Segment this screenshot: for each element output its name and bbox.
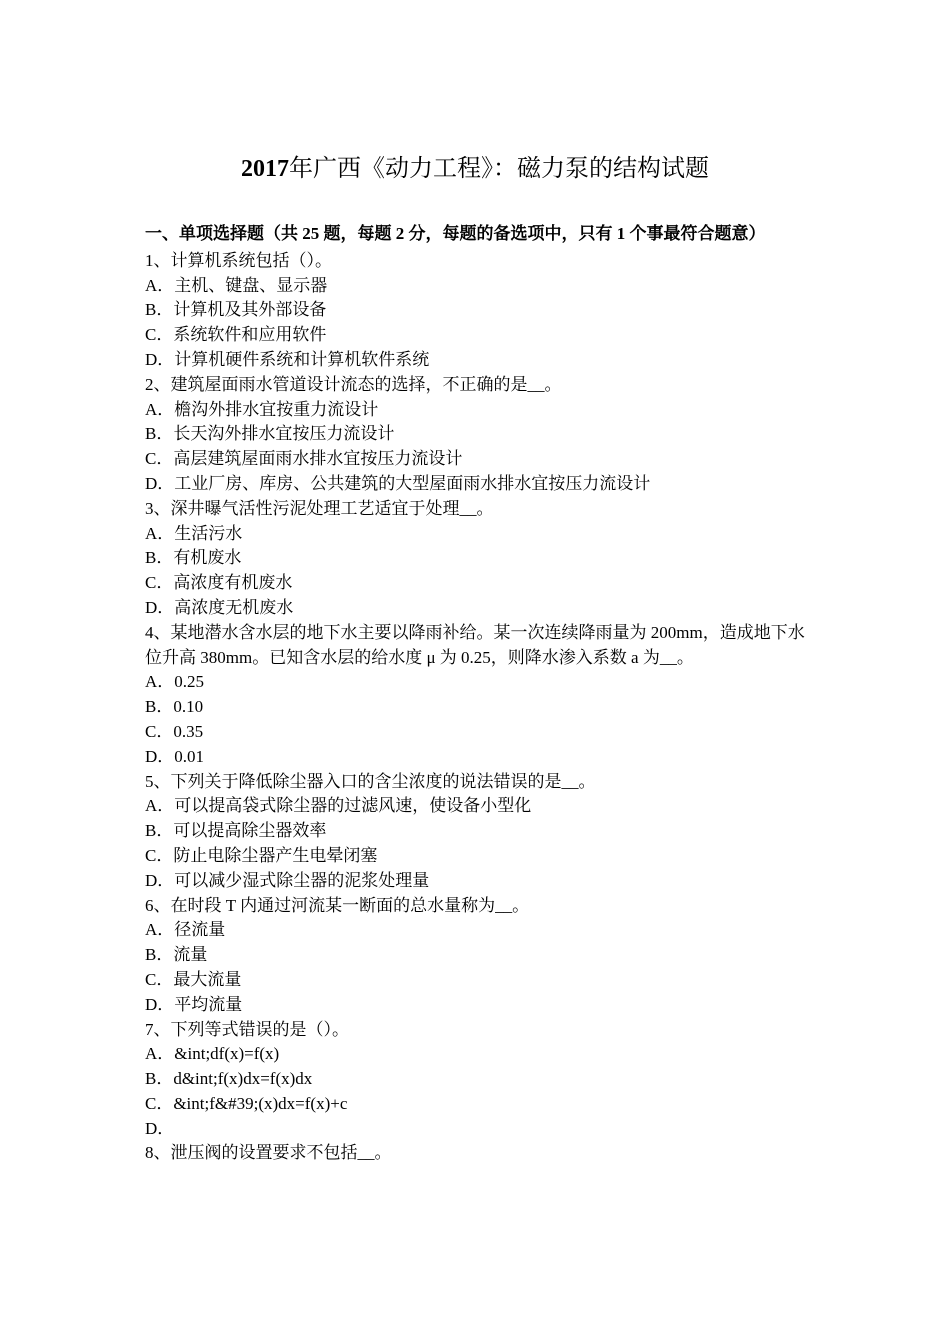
question-block [145,770,810,894]
title-year: 2017 [241,156,289,182]
answer-option: B．流量 [145,945,208,965]
question-stem: 5、下列关于降低除尘器入口的含尘浓度的说法错误的是__。 [145,771,596,791]
answer-option: C．防止电除尘器产生电晕闭塞 [145,845,378,865]
question-block [145,497,810,621]
answer-option: B．长天沟外排水宜按压力流设计 [145,424,395,444]
answer-option: C．最大流量 [145,969,242,989]
question-block [145,1018,810,1142]
answer-option: B．0.10 [145,697,204,717]
answer-option: C．0.35 [145,721,204,741]
answer-option: D．高浓度无机废水 [145,597,294,617]
question-block [145,1141,810,1166]
document-title [0,152,950,186]
question-list [145,222,810,1166]
answer-option: A．0.25 [145,672,205,692]
answer-option: C．&int;f&#39;(x)dx=f(x)+c [145,1093,348,1113]
answer-option: C．高层建筑屋面雨水排水宜按压力流设计 [145,449,463,469]
question-stem: 1、计算机系统包括（）。 [145,250,332,270]
question-stem: 4、某地潜水含水层的地下水主要以降雨补给。某一次连续降雨量为 200mm，造成地下水位升高 380mm。已知含水层的给水度 μ 为 0.25，则降水渗入系数 a 为__。 [145,622,805,667]
question-block [145,249,810,373]
answer-option: D．工业厂房、库房、公共建筑的大型屋面雨水排水宜按压力流设计 [145,473,651,493]
question-block [145,373,810,497]
title-text: 年广西《动力工程》：磁力泵的结构试题 [289,156,709,182]
answer-option: C．系统软件和应用软件 [145,325,327,345]
answer-option: D．计算机硬件系统和计算机软件系统 [145,349,430,369]
answer-option: A．檐沟外排水宜按重力流设计 [145,399,379,419]
question-block [145,894,810,1018]
answer-option: D．平均流量 [145,994,243,1014]
answer-option: B．有机废水 [145,548,242,568]
answer-option: C．高浓度有机废水 [145,573,293,593]
answer-option: B．d&int;f(x)dx=f(x)dx [145,1069,313,1089]
answer-option: A．可以提高袋式除尘器的过滤风速，使设备小型化 [145,796,532,816]
question-stem: 3、深井曝气活性污泥处理工艺适宜于处理__。 [145,498,494,518]
question-block [145,621,810,770]
section-heading: 一、单项选择题（共 25 题，每题 2 分，每题的备选项中，只有 1 个事最符合题意） [145,224,766,243]
question-stem: 8、泄压阀的设置要求不包括__。 [145,1143,392,1163]
question-stem: 6、在时段 T 内通过河流某一断面的总水量称为__。 [145,895,530,915]
answer-option: A．&int;df(x)=f(x) [145,1044,280,1064]
answer-option: A．主机、键盘、显示器 [145,275,328,295]
question-stem: 7、下列等式错误的是（）。 [145,1019,349,1039]
answer-option: B．计算机及其外部设备 [145,300,327,320]
answer-option: B．可以提高除尘器效率 [145,821,327,841]
answer-option: A．生活污水 [145,523,243,543]
answer-option: D．可以减少湿式除尘器的泥浆处理量 [145,870,430,890]
question-stem: 2、建筑屋面雨水管道设计流态的选择，不正确的是__。 [145,374,562,394]
answer-option: D．0.01 [145,746,205,766]
answer-option: A．径流量 [145,920,226,940]
answer-option: D． [145,1118,175,1138]
